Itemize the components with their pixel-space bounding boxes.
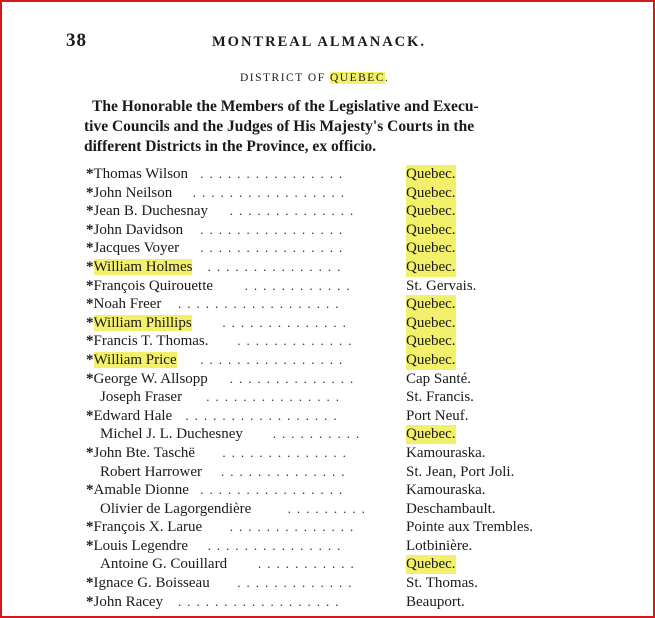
member-row [86,165,606,184]
district-heading [240,72,389,84]
dot-leader: ................ [200,482,349,498]
member-name [86,332,209,351]
member-place: Quebec. [406,351,456,368]
member-name-text: John Bte. Taschë [93,444,196,461]
member-list [86,165,606,611]
district-prefix: DISTRICT OF [240,72,330,84]
asterisk-mark: * [86,482,94,499]
member-place: Cap Santé. [406,370,471,387]
asterisk-mark: * [86,314,94,331]
dot-leader: ................. [192,184,351,200]
member-name [86,202,208,221]
member-row [86,351,606,370]
member-row [86,332,606,351]
member-name-text: John Neilson [93,184,173,201]
dot-leader: .................. [178,593,345,609]
member-place: Port Neuf. [406,407,469,424]
asterisk-mark: * [86,333,94,350]
member-row [86,370,606,389]
intro-line-2: tive Councils and the Judges of His Majesty's Courts in the [84,118,475,135]
member-row [86,425,606,444]
dot-leader: .............. [222,444,352,460]
member-row [86,407,606,426]
dot-leader: .............. [229,370,360,386]
member-name-text: John Davidson [93,221,184,238]
member-name-text: George W. Allsopp [93,370,208,387]
member-place: Kamouraska. [406,444,486,461]
member-name-text: William Holmes [93,258,193,275]
dot-leader: ......... [287,500,371,516]
member-name-text: Jacques Voyer [93,240,180,257]
member-row [86,555,606,574]
member-row [86,239,606,258]
member-name [86,239,179,258]
asterisk-mark: * [86,258,94,275]
member-name [100,388,182,407]
member-name-text: Jean B. Duchesnay [93,203,209,220]
asterisk-mark: * [86,537,94,554]
member-name [86,314,192,333]
dot-leader: ........... [258,556,360,572]
member-name-text: Ignace G. Boisseau [93,575,210,592]
dot-leader: .................. [178,296,345,312]
member-name-text: Noah Freer [93,296,162,313]
member-name-text: John Racey [93,593,164,610]
member-name [100,555,227,574]
member-row [86,277,606,296]
member-row [86,258,606,277]
member-place: Deschambault. [406,500,496,517]
member-name [100,463,202,482]
member-place: St. Thomas. [406,575,478,592]
member-row [86,184,606,203]
asterisk-mark: * [86,444,94,461]
member-name [86,574,210,593]
member-place: Lotbinière. [406,537,473,554]
member-name [100,500,251,519]
asterisk-mark: * [86,519,94,536]
asterisk-mark: * [86,203,94,220]
district-name: QUEBEC [330,72,385,84]
dot-leader: ............... [207,258,347,274]
member-name [100,425,243,444]
dot-leader: .............. [229,519,360,535]
intro-line-3: different Districts in the Province, ex officio. [84,138,377,155]
member-place: Quebec. [406,184,456,201]
member-row [86,388,606,407]
member-name-text: Antoine G. Couillard [100,556,228,573]
member-row [86,295,606,314]
member-place: Quebec. [406,333,456,350]
asterisk-mark: * [86,593,94,610]
dot-leader: ................ [200,221,349,237]
member-name-text: Robert Harrower [100,463,203,480]
member-row [86,202,606,221]
member-place: St. Jean, Port Joli. [406,463,515,480]
member-name [86,444,195,463]
member-name [86,277,213,296]
member-row [86,593,606,612]
member-name [86,258,192,277]
member-name-text: François Quirouette [93,277,214,294]
asterisk-mark: * [86,277,94,294]
member-row [86,518,606,537]
member-place: Quebec. [406,240,456,257]
member-row [86,481,606,500]
member-place: Kamouraska. [406,482,486,499]
member-row [86,537,606,556]
member-name [86,407,172,426]
member-place: Quebec. [406,258,456,275]
member-place: Quebec. [406,166,456,182]
member-name-text: Joseph Fraser [100,389,183,406]
member-place: St. Francis. [406,389,474,406]
asterisk-mark: * [86,221,94,238]
member-row [86,314,606,333]
dot-leader: ............. [237,575,358,591]
member-place: Quebec. [406,556,456,573]
member-row [86,463,606,482]
dot-leader: ............. [237,333,358,349]
member-name [86,184,172,203]
member-name [86,221,183,240]
member-row [86,500,606,519]
member-row [86,574,606,593]
dot-leader: .......... [272,426,366,442]
page-number: 38 [66,30,87,51]
member-name [86,165,188,184]
member-name-text: Francis T. Thomas. [93,333,209,350]
member-name [86,593,163,612]
member-name [86,481,189,500]
member-place: Quebec. [406,296,456,313]
member-name [86,518,202,537]
asterisk-mark: * [86,351,94,368]
asterisk-mark: * [86,184,94,201]
member-name-text: Michel J. L. Duchesney [100,426,243,443]
dot-leader: ............... [206,389,345,405]
member-name-text: William Price [93,351,177,368]
member-name [86,537,188,556]
dot-leader: ............... [207,537,347,553]
dot-leader: .............. [222,314,352,330]
member-name [86,370,208,389]
member-name-text: Amable Dionne [93,482,189,499]
member-name-text: William Phillips [93,314,192,331]
member-row [86,221,606,240]
asterisk-mark: * [86,240,94,257]
intro-paragraph [84,97,602,157]
dot-leader: ................ [200,351,349,367]
member-name [86,295,161,314]
member-place: St. Gervais. [406,277,477,294]
member-place: Quebec. [406,314,456,331]
asterisk-mark: * [86,575,94,592]
intro-line-1: The Honorable the Members of the Legislative and Execu- [92,98,479,115]
asterisk-mark: * [86,370,94,387]
member-row [86,444,606,463]
dot-leader: ................ [200,240,349,256]
asterisk-mark: * [86,166,94,182]
member-name-text: Thomas Wilson [93,166,189,182]
member-place: Quebec. [406,203,456,220]
dot-leader: .............. [229,203,360,219]
member-place: Quebec. [406,426,456,443]
dot-leader: ............ [244,277,356,293]
member-name-text: Olivier de Lagorgendière [100,500,252,517]
dot-leader: .............. [221,463,351,479]
member-place: Quebec. [406,221,456,238]
asterisk-mark: * [86,407,94,424]
dot-leader: ................. [185,407,343,423]
asterisk-mark: * [86,296,94,313]
dot-leader: ................ [200,166,349,181]
district-suffix: . [385,72,390,84]
running-title: MONTREAL ALMANACK. [212,34,427,50]
member-name [86,351,177,370]
member-place: Beauport. [406,593,465,610]
member-name-text: Louis Legendre [93,537,189,554]
member-name-text: Edward Hale [93,407,173,424]
member-place: Pointe aux Trembles. [406,519,534,536]
member-name-text: François X. Larue [93,519,203,536]
